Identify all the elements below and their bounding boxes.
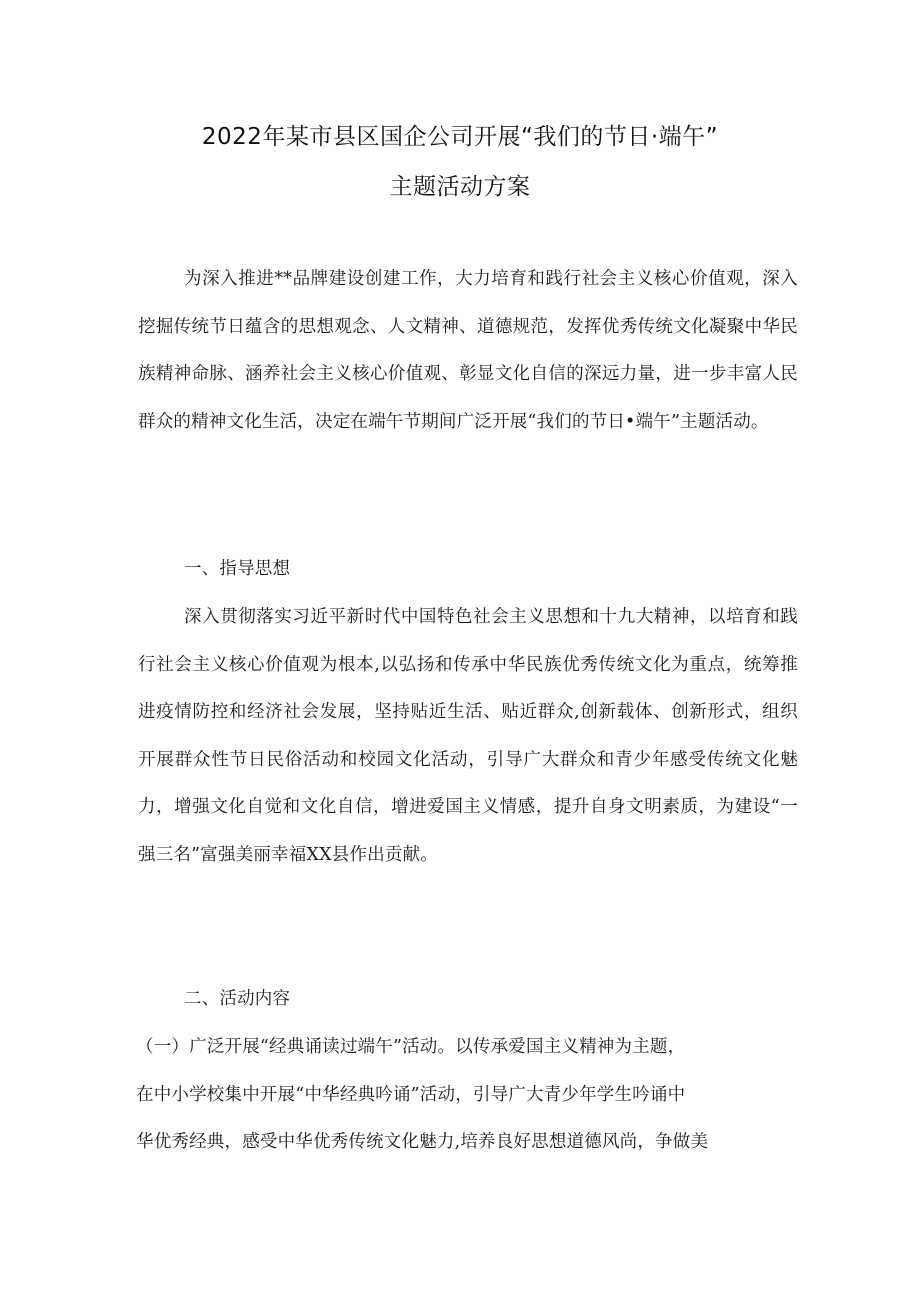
section-heading-guiding-ideology: 一、指导思想 bbox=[184, 559, 291, 579]
document-title-line-1: 2022年某市县区国企公司开展“我们的节日·端午” bbox=[201, 124, 719, 150]
intro-paragraph: 为深入推进**品牌建设创建工作，大力培育和践行社会主义核心价值观，深入挖掘传统节日蕴含的思想观念、人文精神、道德规范，发挥优秀传统文化凝聚中华民族精神命脉、涵养社会主义核心价值观、彰显文化自信的深远力量，进一步丰富人民群众的精神文化生活，决定在端午节期间广泛开展“我们的节日•端午”主题活动。 bbox=[138, 269, 798, 432]
activity-content-paragraph bbox=[136, 1024, 796, 1167]
guiding-ideology-paragraph: 深入贯彻落实习近平新时代中国特色社会主义思想和十九大精神，以培育和践行社会主义核心价值观为根本,以弘扬和传承中华民族优秀传统文化为重点，统筹推进疫情防控和经济社会发展，坚持贴近生活、贴近群众,创新载体、创新形式，组织开展群众性节日民俗活动和校园文化活动，引导广大群众和青少年感受传统文化魅力，增强文化自觉和文化自信，增进爱国主义情感，提升自身文明素质，为建设“一强三名”富强美丽幸福XX县作出贡献。 bbox=[138, 607, 798, 865]
document-title-line-2: 主题活动方案 bbox=[389, 174, 531, 200]
activity-content-line: （一）广泛开展“经典诵读过端午”活动。以传承爱国主义精神为主题， bbox=[136, 1037, 686, 1057]
activity-content-line: 在中小学校集中开展“中华经典吟诵”活动，引导广大青少年学生吟诵中 bbox=[136, 1084, 686, 1105]
activity-content-line: 华优秀经典，感受中华优秀传统文化魅力,培养良好思想道德风尚，争做美 bbox=[136, 1132, 709, 1152]
section-heading-activity-content: 二、活动内容 bbox=[184, 989, 291, 1009]
